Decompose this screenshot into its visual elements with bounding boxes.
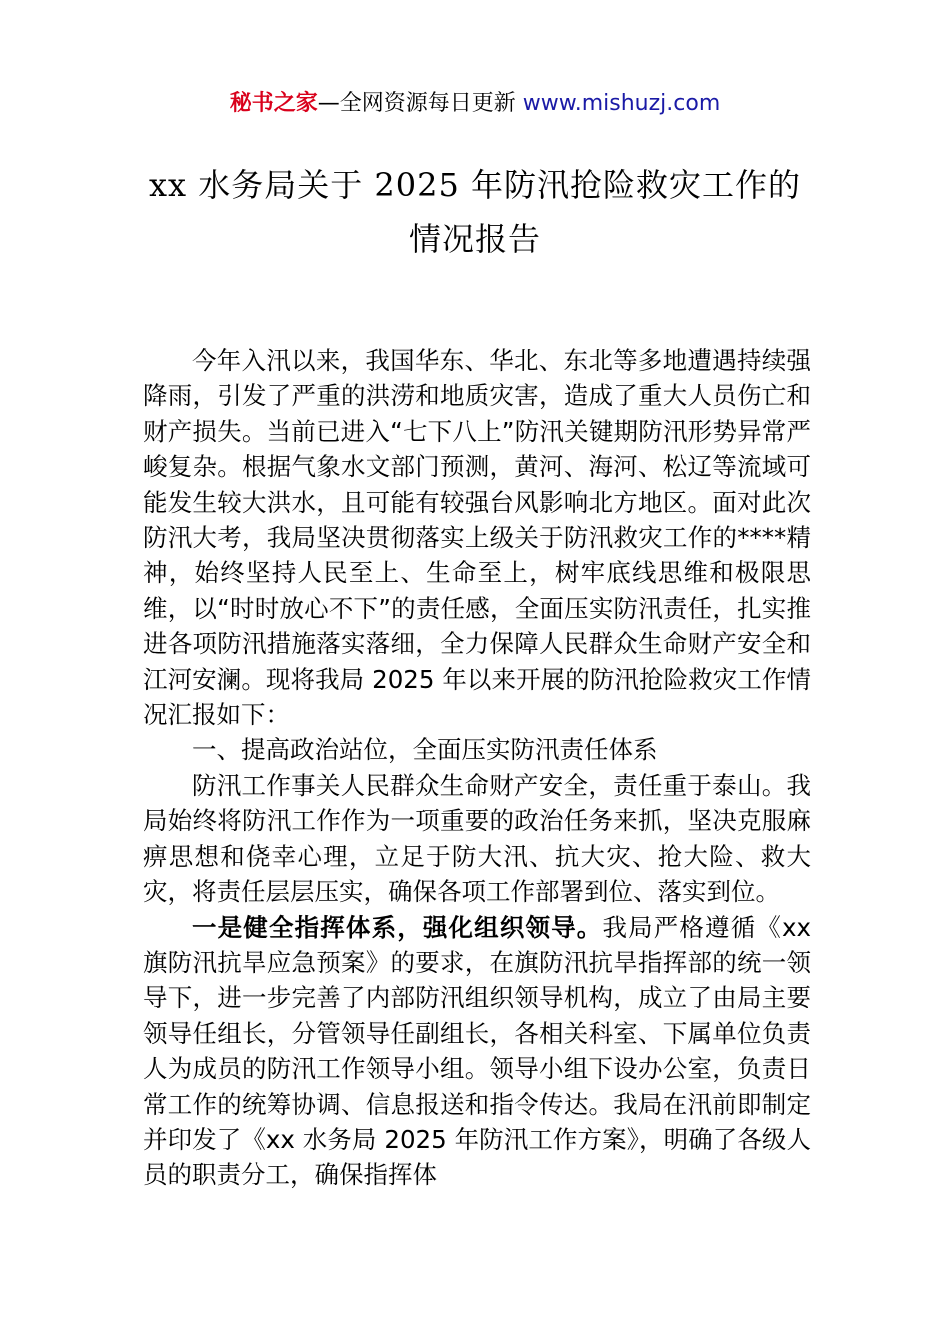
title-line-2: 情况报告 <box>408 220 541 258</box>
section-heading-1: 一、提高政治站位，全面压实防汛责任体系 <box>192 735 658 765</box>
paragraph-intro: 今年入汛以来，我国华东、华北、东北等多地遭遇持续强降雨，引发了严重的洪涝和地质灾害，造成了重大人员伤亡和财产损失。当前已进入“七下八上”防汛关键期防汛形势异常严峻复杂。根据气象水文部门预测，黄河、海河、松辽等流域可能发生较大洪水，且可能有较强台风影响北方地区。面对此次防汛大考，我局坚决贯彻落实上级关于防汛救灾工作的****精神，始终坚持人民至上、生命至上，树牢底线思维和极限思维，以“时时放心不下”的责任感，全面压实防汛责任，扎实推进各项防汛措施落实落细，全力保障人民群众生命财产安全和江河安澜。现将我局 2025 年以来开展的防汛抢险救灾工作情况汇报如下： <box>143 346 811 730</box>
paragraph-command-system <box>143 910 811 1193</box>
site-tagline: —全网资源每日更新 <box>317 91 523 116</box>
site-header <box>0 88 950 120</box>
document-title <box>100 158 850 266</box>
site-brand: 秘书之家 <box>229 91 318 116</box>
site-url-link[interactable]: www.mishuzj.com <box>522 91 721 116</box>
title-line-1: xx 水务局关于 2025 年防汛抢险救灾工作的 <box>148 166 802 204</box>
paragraph-responsibility: 防汛工作事关人民群众生命财产安全，责任重于泰山。我局始终将防汛工作作为一项重要的政治任务来抓，坚决克服麻痹思想和侥幸心理，立足于防大汛、抗大灾、抢大险、救大灾，将责任层层压实，确保各项工作部署到位、落实到位。 <box>143 770 811 907</box>
document-body <box>143 343 811 1193</box>
paragraph-lead-bold: 一是健全指挥体系，强化组织领导。 <box>192 912 603 942</box>
paragraph-command-text: 我局严格遵循《xx 旗防汛抗旱应急预案》的要求，在旗防汛抗旱指挥部的统一领导下，进一步完善了内部防汛组织领导机构，成立了由局主要领导任组长，分管领导任副组长，各相关科室、下属单位负责人为成员的防汛工作领导小组。领导小组下设办公室，负责日常工作的统筹协调、信息报送和指令传达。我局在汛前即制定并印发了《xx 水务局 2025 年防汛工作方案》，明确了各级人员的职责分工，确保指挥体 <box>143 912 812 1190</box>
